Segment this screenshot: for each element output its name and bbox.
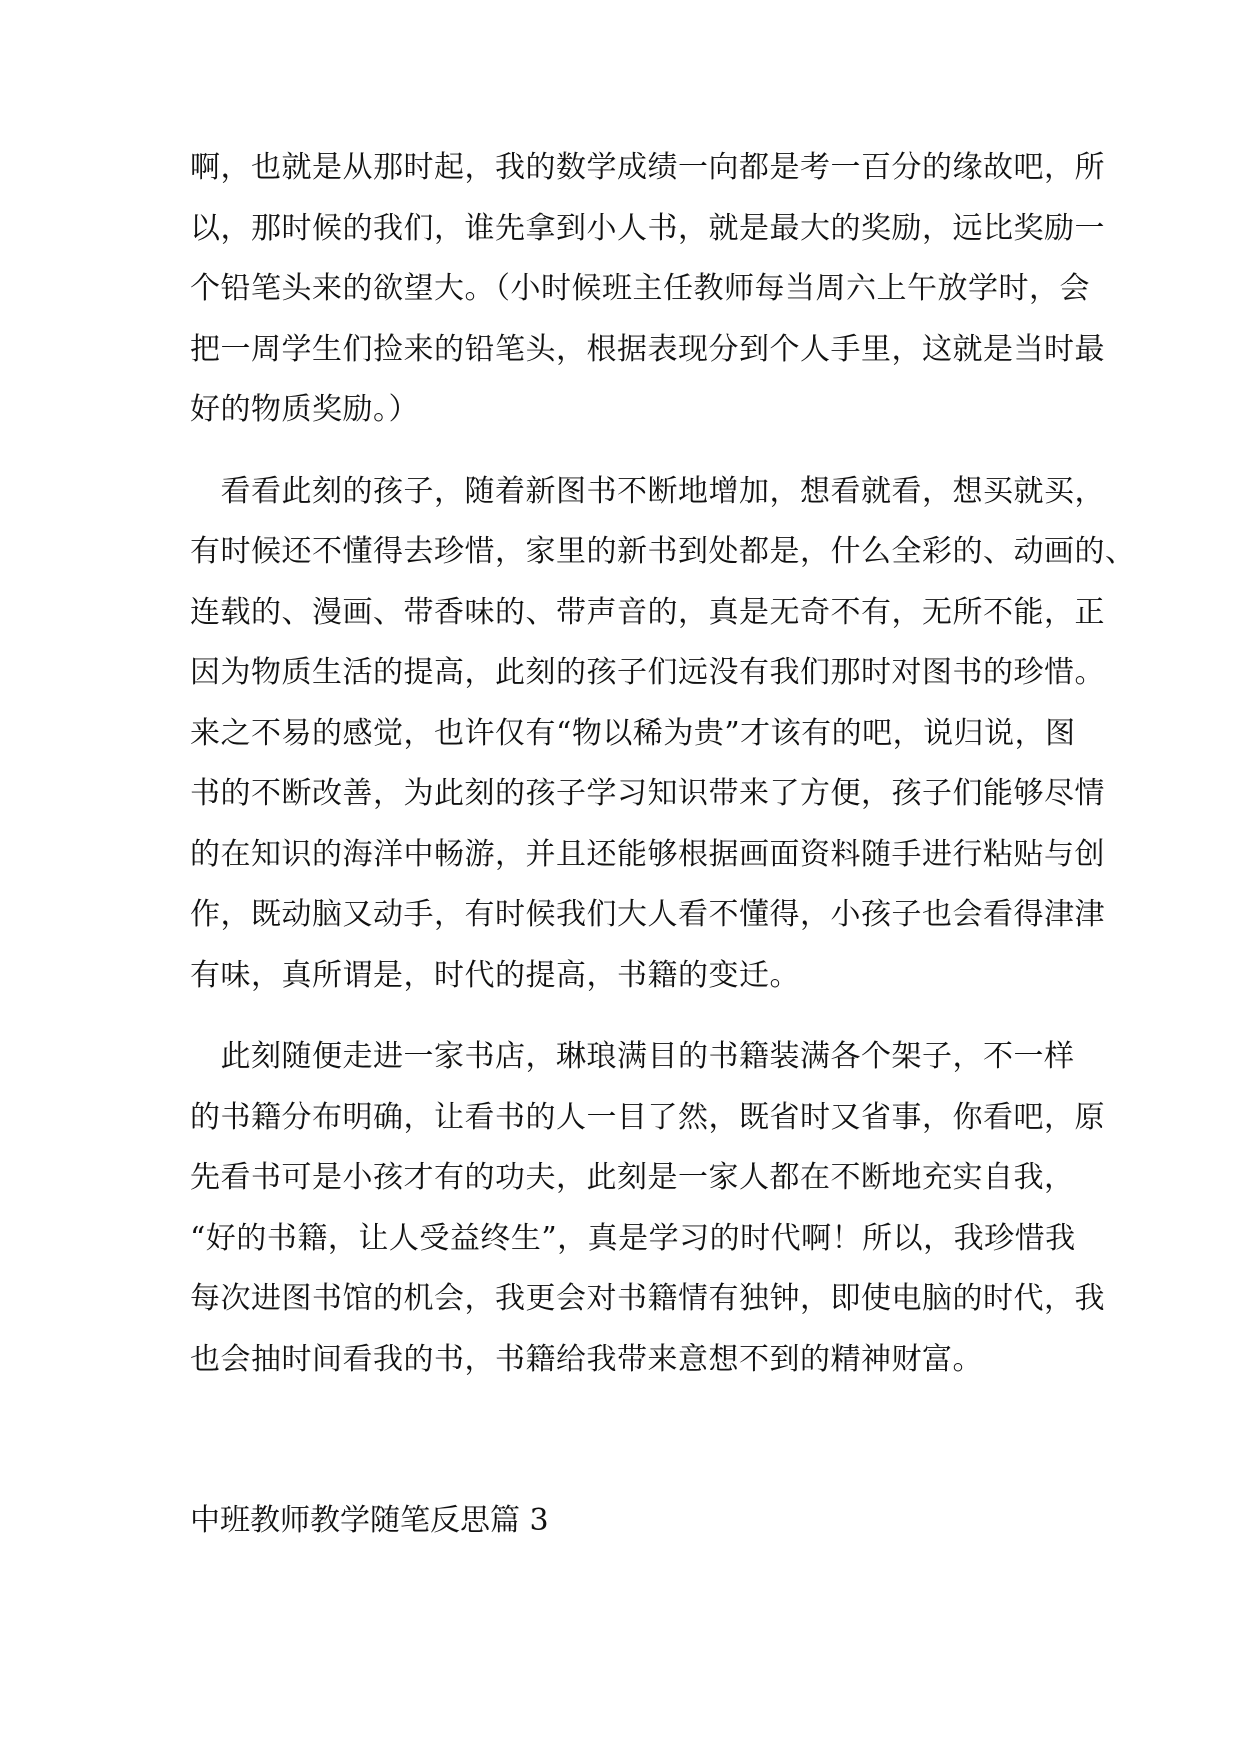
text-line: 啊，也就是从那时起，我的数学成绩一向都是考一百分的缘故吧，所 — [190, 150, 1105, 185]
text-line: 有味，真所谓是，时代的提高，书籍的变迁。 — [190, 958, 800, 993]
section-heading: 中班教师教学随笔反思篇 3 — [190, 1503, 549, 1538]
text-line: 也会抽时间看我的书，书籍给我带来意想不到的精神财富。 — [190, 1342, 983, 1377]
text-line: 好的物质奖励。） — [190, 392, 419, 427]
text-line: 的在知识的海洋中畅游，并且还能够根据画面资料随手进行粘贴与创 — [190, 837, 1105, 872]
text-line: 以，那时候的我们，谁先拿到小人书，就是最大的奖励，远比奖励一 — [190, 211, 1105, 246]
text-line: 连载的、漫画、带香味的、带声音的，真是无奇不有，无所不能，正 — [190, 595, 1105, 630]
text-line: 的书籍分布明确，让看书的人一目了然，既省时又省事，你看吧，原 — [190, 1100, 1105, 1135]
text-line: 此刻随便走进一家书店，琳琅满目的书籍装满各个架子，不一样 — [190, 1039, 1075, 1074]
text-line: 书的不断改善，为此刻的孩子学习知识带来了方便，孩子们能够尽情 — [190, 776, 1105, 811]
text-line: 每次进图书馆的机会，我更会对书籍情有独钟，即使电脑的时代，我 — [190, 1281, 1105, 1316]
text-line: 把一周学生们捡来的铅笔头，根据表现分到个人手里，这就是当时最 — [190, 332, 1105, 367]
text-line: 因为物质生活的提高，此刻的孩子们远没有我们那时对图书的珍惜。 — [190, 655, 1105, 690]
text-line: 有时候还不懂得去珍惜，家里的新书到处都是，什么全彩的、动画的、 — [190, 534, 1136, 569]
text-line: 作，既动脑又动手，有时候我们大人看不懂得，小孩子也会看得津津 — [190, 897, 1105, 932]
text-line: 个铅笔头来的欲望大。（小时候班主任教师每当周六上午放学时，会 — [190, 271, 1090, 306]
text-line: 先看书可是小孩才有的功夫，此刻是一家人都在不断地充实自我， — [190, 1160, 1075, 1195]
text-line: 来之不易的感觉，也许仅有“物以稀为贵”才该有的吧，说归说，图 — [190, 716, 1076, 751]
text-line: 看看此刻的孩子，随着新图书不断地增加，想看就看，想买就买， — [190, 474, 1105, 509]
text-line: “好的书籍，让人受益终生”，真是学习的时代啊！所以，我珍惜我 — [190, 1221, 1076, 1256]
